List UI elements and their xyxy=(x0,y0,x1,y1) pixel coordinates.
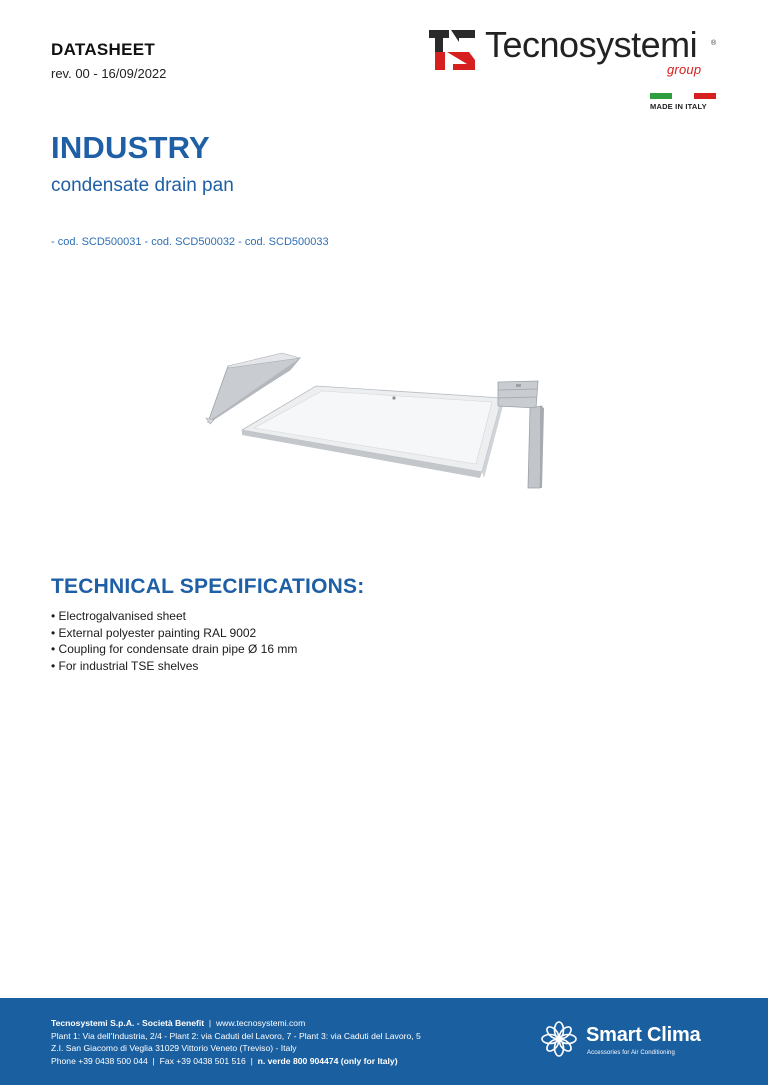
drain-pan-product-image xyxy=(190,338,560,498)
phone-number: Phone +39 0438 500 044 xyxy=(51,1055,148,1066)
drain-pan-tray-part xyxy=(242,386,504,478)
fax-number: Fax +39 0438 501 516 xyxy=(159,1055,246,1066)
product-subtitle: condensate drain pan xyxy=(51,175,234,196)
list-item: • Electrogalvanised sheet xyxy=(51,608,297,625)
brand-name: Tecnosystemi xyxy=(485,24,698,65)
company-line: Tecnosystemi S.p.A. - Società Benefit | www.tecnosystemi.com xyxy=(51,1018,306,1028)
right-bracket-part xyxy=(498,381,544,488)
document-type: DATASHEET xyxy=(51,40,156,59)
specifications-list xyxy=(51,608,297,674)
italy-flag-icon xyxy=(650,93,716,99)
page-footer xyxy=(0,998,768,1085)
website-link[interactable]: www.tecnosystemi.com xyxy=(215,1018,306,1028)
smart-clima-name: Smart Clima xyxy=(586,1024,701,1046)
registered-mark: ® xyxy=(711,40,717,47)
list-item: • External polyester painting RAL 9002 xyxy=(51,625,297,642)
tecnosystemi-logo xyxy=(429,24,729,84)
list-item: • Coupling for condensate drain pipe Ø 16 mm xyxy=(51,641,297,658)
made-in-italy-label: MADE IN ITALY xyxy=(650,102,707,111)
phone-line: Phone +39 0438 500 044 | Fax +39 0438 501 516 | n. verde 800 904474 (only for Italy) xyxy=(51,1055,398,1066)
tecnosystemi-logo-mark-icon xyxy=(429,28,477,72)
document-revision: rev. 00 - 16/09/2022 xyxy=(51,66,167,81)
company-contact-block xyxy=(51,1017,421,1067)
product-codes: - cod. SCD500031 - cod. SCD500032 - cod. SCD500033 xyxy=(51,236,329,248)
smart-clima-logo xyxy=(540,1020,730,1064)
list-item: • For industrial TSE shelves xyxy=(51,658,297,675)
brand-group: group xyxy=(667,62,702,77)
product-title: INDUSTRY xyxy=(51,130,210,165)
made-in-italy-badge xyxy=(650,93,716,111)
specifications-heading: TECHNICAL SPECIFICATIONS: xyxy=(51,575,365,598)
address-line-1: Plant 1: Via dell'Industria, 2/4 - Plant 2: via Caduti del Lavoro, 7 - Plant 3: via Caduti del Lavoro, 5 xyxy=(51,1030,421,1041)
document-header xyxy=(51,40,166,81)
toll-free-number: n. verde 800 904474 (only for Italy) xyxy=(257,1055,398,1066)
smart-clima-tagline: Accessories for Air Conditioning xyxy=(587,1050,675,1056)
company-name: Tecnosystemi S.p.A. - Società Benefit xyxy=(51,1018,205,1028)
smart-clima-flower-icon xyxy=(540,1020,578,1058)
address-line-2: Z.I. San Giacomo di Veglia 31029 Vittorio Veneto (Treviso) - Italy xyxy=(51,1043,297,1053)
